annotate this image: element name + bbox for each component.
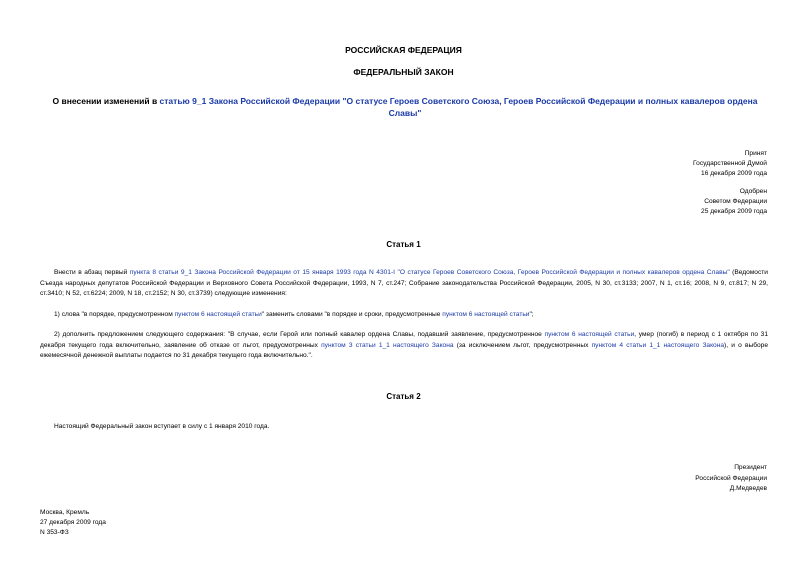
a1p1-link-law[interactable]: пункта 8 статьи 9_1 Закона Российской Федерации от 15 января 1993 года N 4301-I "О статусе Героев Советского Союза, Героев Российской Федерации и полных кавалеров ордена Славы" <box>129 269 730 276</box>
a1p1-text-b: (Ведомости Съезда народных депутатов Российской Федерации и Верховного Совета Российской Федерации, 1993, N 7, ст.247; Собрание законодательства Российской Федерации, 2005, N 30, ст.3133; 2007, N 1, ст.16; 2008, N 9, ст.817; N 29, ст.3410; N 52, ст.6224; 2009, N 18, ст.2152; N 30, ст.3739) следующие изменения: <box>40 269 768 297</box>
law-title-link[interactable]: статью 9_1 Закона Российской Федерации "О статусе Героев Советского Союза, Героев Российской Федерации и полных кавалеров ордена Славы" <box>159 96 758 118</box>
a1p2-text-a: 1) слова "в порядке, предусмотренном <box>54 311 175 318</box>
a1p2-text-c: "; <box>529 311 534 318</box>
adopted-line-1: Принят <box>744 150 767 157</box>
a1p3-link-1[interactable]: пунктом 6 настоящей статьи <box>544 331 635 338</box>
a1p2-link-2[interactable]: пунктом 6 настоящей статьи <box>442 311 530 318</box>
signature-line-2: Российской Федерации <box>695 474 767 482</box>
a1p1-text-a: Внести в абзац первый <box>54 269 130 276</box>
article-1-paragraph-1 <box>40 268 768 300</box>
adopted-line-2: Государственной Думой <box>693 160 767 167</box>
a1p2-text-b: " заменить словами "в порядке и сроки, предусмотренные <box>261 311 443 318</box>
article-2-paragraph: Настоящий Федеральный закон вступает в силу с 1 января 2010 года. <box>54 423 270 430</box>
adopted-line-3: 16 декабря 2009 года <box>701 170 767 177</box>
signature-line-3: Д.Медведев <box>729 485 767 492</box>
law-title-prefix: О внесении изменений в <box>52 96 160 106</box>
signature-line-1: Президент <box>734 464 767 471</box>
adopted-block <box>693 149 767 179</box>
law-type-heading: ФЕДЕРАЛЬНЫЙ ЗАКОН <box>353 67 454 77</box>
article-1-heading: Статья 1 <box>386 240 421 249</box>
a1p2-link-1[interactable]: пунктом 6 настоящей статьи <box>174 311 262 318</box>
a1p3-text-a: 2) дополнить предложением следующего содержания: "В случае, если Герой или полный кавалер ордена Славы, подавший заявление, предусмотренное <box>54 331 545 338</box>
a1p3-text-c: (за исключением льгот, предусмотренных <box>453 341 592 349</box>
article-1-paragraph-3 <box>40 330 768 362</box>
country-heading: РОССИЙСКАЯ ФЕДЕРАЦИЯ <box>345 45 462 55</box>
a1p3-text-b: , умер (погиб) в период с 1 октября по 31 декабря текущего года включительно, заявление об отказе от льгот, предусмотренных <box>40 331 769 349</box>
footer-number: N 353-ФЗ <box>40 529 69 536</box>
footer-date: 27 декабря 2009 года <box>40 519 106 526</box>
approved-line-2: Советом Федерации <box>704 198 767 205</box>
approved-line-1: Одобрен <box>739 188 767 195</box>
footer-place: Москва, Кремль <box>40 509 90 516</box>
a1p3-text-d: ), и о выборе ежемесячной денежной выплаты подается по 31 декабря текущего года включительно.". <box>40 341 768 359</box>
approved-block <box>701 187 767 217</box>
a1p3-link-3[interactable]: пунктом 4 статьи 1_1 настоящего Закона <box>591 341 725 349</box>
law-title <box>40 95 770 119</box>
approved-line-3: 25 декабря 2009 года <box>701 208 767 215</box>
article-1-paragraph-2 <box>40 310 768 321</box>
signature-block <box>695 463 767 495</box>
a1p3-link-2[interactable]: пунктом 3 статьи 1_1 настоящего Закона <box>321 341 454 349</box>
footer-block <box>40 508 106 538</box>
article-2-heading: Статья 2 <box>386 392 421 401</box>
